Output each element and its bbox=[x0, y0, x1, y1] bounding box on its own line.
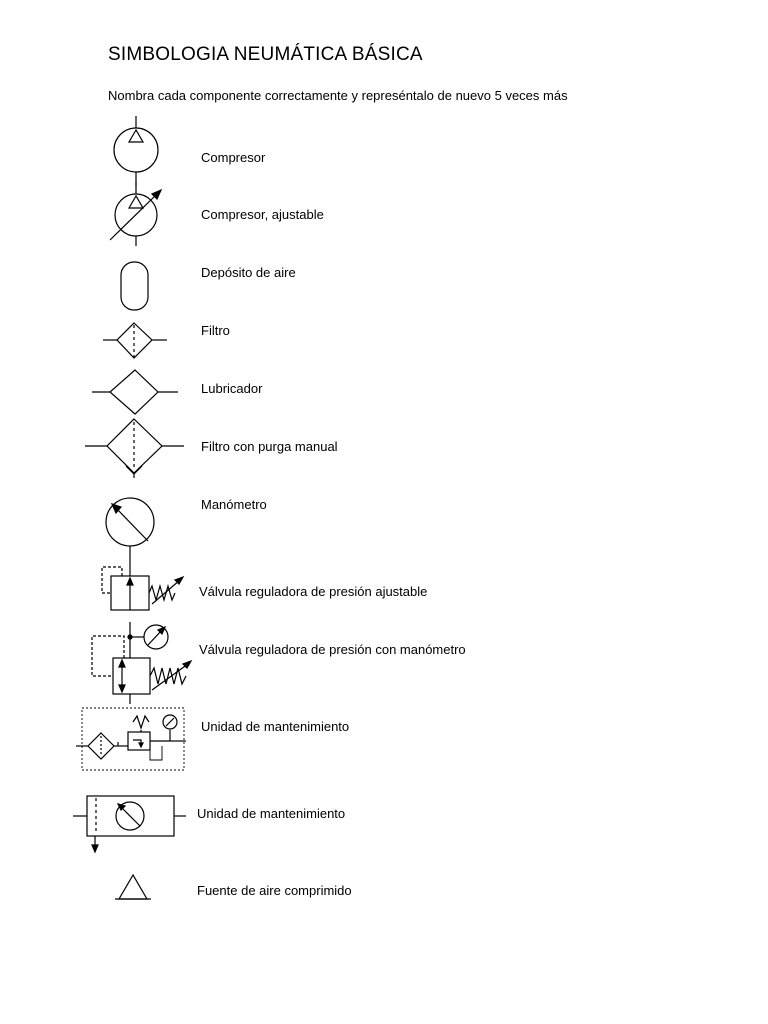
item-label-compressed-air-source: Fuente de aire comprimido bbox=[197, 883, 352, 898]
instruction-text: Nombra cada componente correctamente y represéntalo de nuevo 5 veces más bbox=[108, 88, 568, 103]
compressed-air-source-icon bbox=[115, 875, 151, 899]
maintenance-unit-simplified-icon bbox=[73, 796, 186, 852]
item-label-maintenance-unit-2: Unidad de mantenimiento bbox=[197, 806, 346, 821]
lubricator-icon bbox=[92, 370, 178, 414]
page-title: SIMBOLOGIA NEUMÁTICA BÁSICA bbox=[108, 44, 423, 65]
pressure-gauge-icon bbox=[106, 498, 154, 556]
compressor-icon bbox=[114, 116, 158, 186]
filter-icon bbox=[103, 323, 167, 358]
air-tank-icon bbox=[121, 262, 148, 310]
item-label-maintenance-unit-1: Unidad de mantenimiento bbox=[201, 719, 350, 734]
item-label-pressure-valve-gauge: Válvula reguladora de presión con manómetro bbox=[199, 642, 466, 657]
item-label-compressor: Compresor bbox=[201, 150, 266, 165]
maintenance-unit-detailed-icon bbox=[76, 708, 186, 770]
filter-manual-drain-icon bbox=[85, 419, 184, 478]
item-label-adjustable-compressor: Compresor, ajustable bbox=[201, 207, 324, 222]
item-label-filter: Filtro bbox=[201, 323, 230, 338]
adjustable-compressor-icon bbox=[110, 182, 161, 246]
adjustable-pressure-valve-icon bbox=[102, 556, 183, 610]
item-label-filter-manual-drain: Filtro con purga manual bbox=[201, 439, 338, 454]
item-label-pressure-gauge: Manómetro bbox=[201, 497, 267, 512]
item-label-air-tank: Depósito de aire bbox=[201, 265, 296, 280]
pressure-valve-gauge-icon bbox=[92, 622, 191, 704]
item-label-lubricator: Lubricador bbox=[201, 381, 263, 396]
item-label-adjustable-pressure-valve: Válvula reguladora de presión ajustable bbox=[199, 584, 428, 599]
